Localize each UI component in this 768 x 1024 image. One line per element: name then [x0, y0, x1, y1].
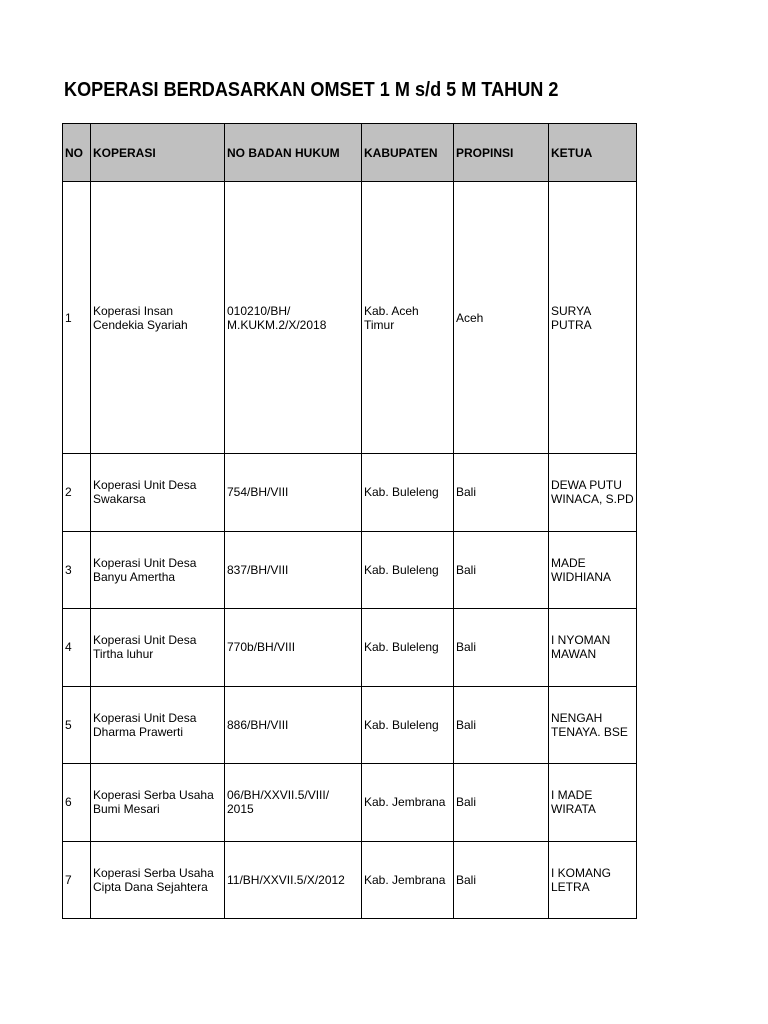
cell-koperasi: Koperasi Unit Desa Tirtha luhur — [91, 609, 225, 687]
cell-no: 2 — [63, 454, 91, 532]
cell-kabupaten: Kab. Buleleng — [362, 531, 454, 609]
cell-badan-hukum: 770b/BH/VIII — [225, 609, 362, 687]
cell-no: 5 — [63, 686, 91, 764]
cell-badan-hukum: 06/BH/XXVII.5/VIII/ 2015 — [225, 764, 362, 842]
page-title-container — [64, 74, 640, 106]
cell-kabupaten: Kab. Jembrana — [362, 841, 454, 919]
column-header-koperasi: KOPERASI — [91, 124, 225, 182]
cell-no: 1 — [63, 182, 91, 454]
cell-kabupaten: Kab. Aceh Timur — [362, 182, 454, 454]
cell-ketua: NENGAH TENAYA. BSE — [549, 686, 637, 764]
cell-propinsi: Bali — [454, 454, 549, 532]
cell-badan-hukum: 886/BH/VIII — [225, 686, 362, 764]
cell-ketua: SURYA PUTRA — [549, 182, 637, 454]
cell-koperasi: Koperasi Unit Desa Banyu Amertha — [91, 531, 225, 609]
column-header-kabupaten: KABUPATEN — [362, 124, 454, 182]
cell-badan-hukum: 754/BH/VIII — [225, 454, 362, 532]
cell-no: 3 — [63, 531, 91, 609]
cell-badan-hukum: 010210/BH/ M.KUKM.2/X/2018 — [225, 182, 362, 454]
cell-kabupaten: Kab. Buleleng — [362, 609, 454, 687]
cell-koperasi: Koperasi Serba Usaha Bumi Mesari — [91, 764, 225, 842]
cell-kabupaten: Kab. Buleleng — [362, 686, 454, 764]
cell-kabupaten: Kab. Jembrana — [362, 764, 454, 842]
cell-badan-hukum: 837/BH/VIII — [225, 531, 362, 609]
table-row — [63, 531, 637, 609]
column-header-no: NO — [63, 124, 91, 182]
table-row — [63, 454, 637, 532]
column-header-badan-hukum: NO BADAN HUKUM — [225, 124, 362, 182]
table-row — [63, 182, 637, 454]
cell-ketua: I MADE WIRATA — [549, 764, 637, 842]
cell-koperasi: Koperasi Serba Usaha Cipta Dana Sejahtera — [91, 841, 225, 919]
koperasi-table — [62, 123, 637, 919]
cell-no: 7 — [63, 841, 91, 919]
cell-ketua: DEWA PUTU WINACA, S.PD — [549, 454, 637, 532]
table-row — [63, 609, 637, 687]
table-row — [63, 686, 637, 764]
cell-kabupaten: Kab. Buleleng — [362, 454, 454, 532]
cell-propinsi: Aceh — [454, 182, 549, 454]
column-header-ketua: KETUA — [549, 124, 637, 182]
column-header-propinsi: PROPINSI — [454, 124, 549, 182]
cell-propinsi: Bali — [454, 841, 549, 919]
cell-propinsi: Bali — [454, 686, 549, 764]
page-title: KOPERASI BERDASARKAN OMSET 1 M s/d 5 M TAHUN 2 — [64, 79, 559, 101]
cell-koperasi: Koperasi Unit Desa Dharma Prawerti — [91, 686, 225, 764]
cell-koperasi: Koperasi Unit Desa Swakarsa — [91, 454, 225, 532]
cell-propinsi: Bali — [454, 609, 549, 687]
table-row — [63, 841, 637, 919]
cell-no: 6 — [63, 764, 91, 842]
cell-ketua: I KOMANG LETRA — [549, 841, 637, 919]
cell-ketua: I NYOMAN MAWAN — [549, 609, 637, 687]
table-row — [63, 764, 637, 842]
cell-propinsi: Bali — [454, 764, 549, 842]
cell-koperasi: Koperasi Insan Cendekia Syariah — [91, 182, 225, 454]
cell-badan-hukum: 11/BH/XXVII.5/X/2012 — [225, 841, 362, 919]
cell-no: 4 — [63, 609, 91, 687]
cell-ketua: MADE WIDHIANA — [549, 531, 637, 609]
cell-propinsi: Bali — [454, 531, 549, 609]
table-header-row — [63, 124, 637, 182]
